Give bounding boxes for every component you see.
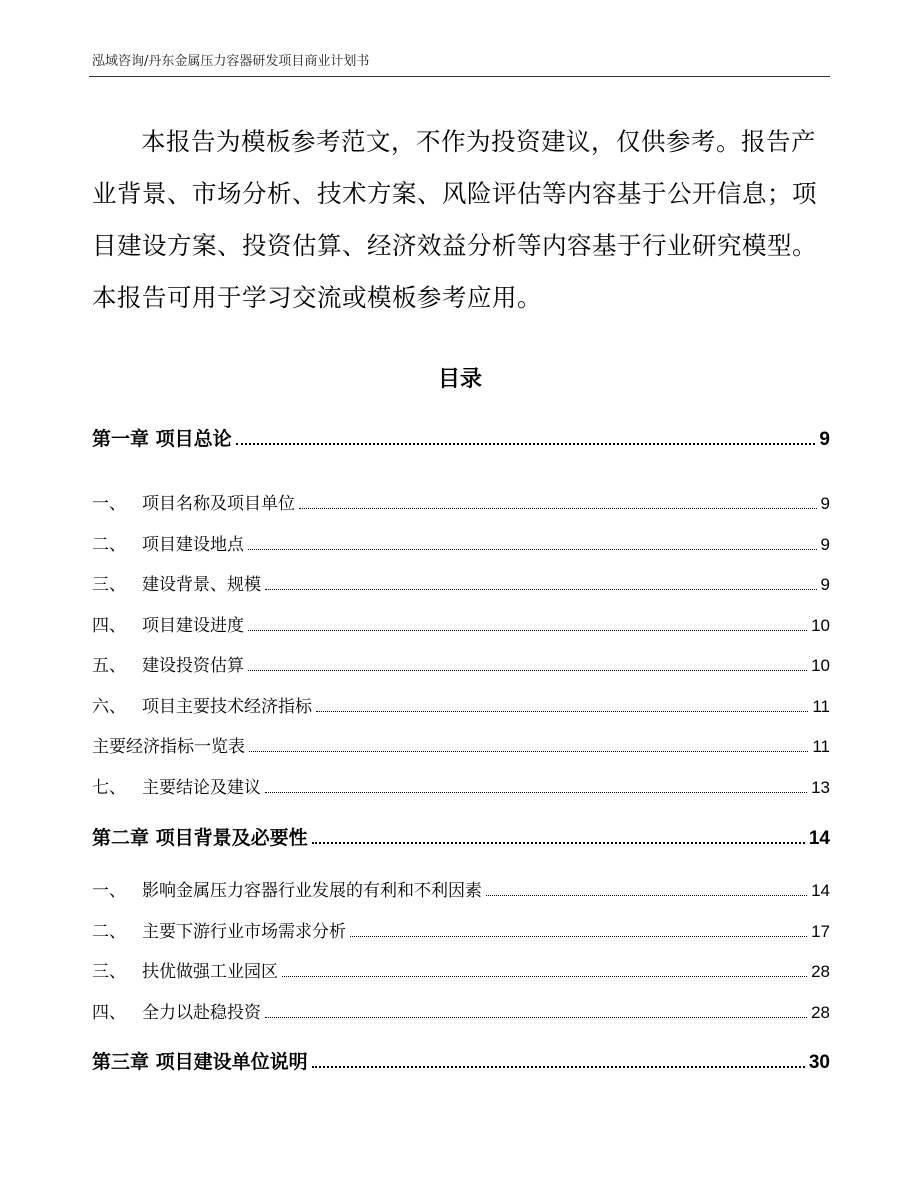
toc-leader-dots <box>282 976 807 977</box>
toc-entry-label: 第二章 项目背景及必要性 <box>92 827 308 849</box>
toc-entry-number: 五、 <box>92 656 126 676</box>
toc-entry-chapter-3[interactable] <box>92 1047 830 1074</box>
toc-entry-label: 第三章 项目建设单位说明 <box>92 1051 308 1073</box>
toc-entry-page: 28 <box>811 1003 830 1022</box>
toc-leader-dots <box>265 589 817 590</box>
toc-entry-page: 14 <box>808 828 830 849</box>
disclaimer-paragraph: 本报告为模板参考范文，不作为投资建议，仅供参考。报告产业背景、市场分析、技术方案、风险评估等内容基于公开信息；项目建设方案、投资估算、经济效益分析等内容基于行业研究模型。本报告可用于学习交流或模板参考应用。 <box>92 127 817 312</box>
toc-leader-dots <box>312 842 805 844</box>
toc-entry-label: 三、 扶优做强工业园区 <box>92 957 278 982</box>
toc-leader-dots <box>236 443 816 445</box>
toc-entry-chapter-1[interactable] <box>92 424 830 451</box>
toc-entry-label: 四、 全力以赴稳投资 <box>92 998 261 1023</box>
toc-leader-dots <box>265 792 807 793</box>
toc-entry-label: 七、 主要结论及建议 <box>92 773 261 798</box>
toc-leader-dots <box>350 936 807 937</box>
toc-entry[interactable] <box>92 773 830 798</box>
toc-entry-page: 9 <box>820 494 830 513</box>
toc-leader-dots <box>248 630 807 631</box>
toc-leader-dots <box>316 711 808 712</box>
toc-entry-label: 一、 项目名称及项目单位 <box>92 489 295 514</box>
toc-leader-dots <box>299 508 817 509</box>
toc-entry-page: 10 <box>811 616 830 635</box>
toc-entry-page: 17 <box>811 922 830 941</box>
toc-entry-chapter-2[interactable] <box>92 823 830 850</box>
toc-leader-dots <box>248 549 817 550</box>
toc-entry[interactable] <box>92 570 830 595</box>
toc-entry-page: 11 <box>812 697 830 716</box>
toc-entry-number: 二、 <box>92 535 126 555</box>
toc-entry-label: 六、 项目主要技术经济指标 <box>92 692 312 717</box>
toc-entry-number: 六、 <box>92 697 126 717</box>
toc-entry[interactable] <box>92 692 830 717</box>
toc-entry-number: 三、 <box>92 575 126 595</box>
toc-entry-label: 二、 项目建设地点 <box>92 530 244 555</box>
toc-entry-label: 四、 项目建设进度 <box>92 611 244 636</box>
toc-entry-number: 四、 <box>92 1003 126 1023</box>
toc-leader-dots <box>265 1017 807 1018</box>
toc-entry[interactable] <box>92 876 830 901</box>
toc-entry-page: 9 <box>820 535 830 554</box>
toc-title: 目录 <box>437 367 482 392</box>
toc-entry-number: 一、 <box>92 881 126 901</box>
toc-entry-number: 七、 <box>92 778 126 798</box>
toc-leader-dots <box>486 895 807 896</box>
toc-entry-page: 9 <box>820 575 830 594</box>
toc-entry[interactable] <box>92 611 830 636</box>
toc-entry[interactable] <box>92 530 830 555</box>
toc-entry[interactable] <box>92 998 830 1023</box>
toc-entry-page: 10 <box>811 656 830 675</box>
toc-entry[interactable] <box>92 651 830 676</box>
toc-entry[interactable] <box>92 917 830 942</box>
toc-entry-label: 第一章 项目总论 <box>92 428 232 450</box>
toc-entry[interactable] <box>92 732 830 757</box>
toc-entry-number: 一、 <box>92 494 126 514</box>
toc-entry-page: 30 <box>808 1052 830 1073</box>
toc-entry-label: 主要经济指标一览表 <box>92 737 245 757</box>
toc-entry-number: 四、 <box>92 616 126 636</box>
toc-entry-page: 28 <box>811 962 830 981</box>
header-divider <box>89 76 830 77</box>
toc-entry[interactable] <box>92 957 830 982</box>
toc-leader-dots <box>249 751 808 752</box>
toc-leader-dots <box>248 670 807 671</box>
toc-entry-number: 三、 <box>92 962 126 982</box>
toc-entry-page: 11 <box>812 737 830 756</box>
toc-entry-label: 三、 建设背景、规模 <box>92 570 261 595</box>
toc-entry[interactable] <box>92 489 830 514</box>
toc-leader-dots <box>312 1066 805 1068</box>
toc-entry-number: 二、 <box>92 922 126 942</box>
toc-entry-label: 一、 影响金属压力容器行业发展的有利和不利因素 <box>92 876 482 901</box>
toc-entry-label: 五、 建设投资估算 <box>92 651 244 676</box>
toc-entry-label: 二、 主要下游行业市场需求分析 <box>92 917 346 942</box>
toc-entry-page: 13 <box>811 778 830 797</box>
toc-entry-page: 9 <box>819 429 830 450</box>
toc-entry-page: 14 <box>811 881 830 900</box>
running-header: 泓域咨询/丹东金属压力容器研发项目商业计划书 <box>92 54 370 69</box>
